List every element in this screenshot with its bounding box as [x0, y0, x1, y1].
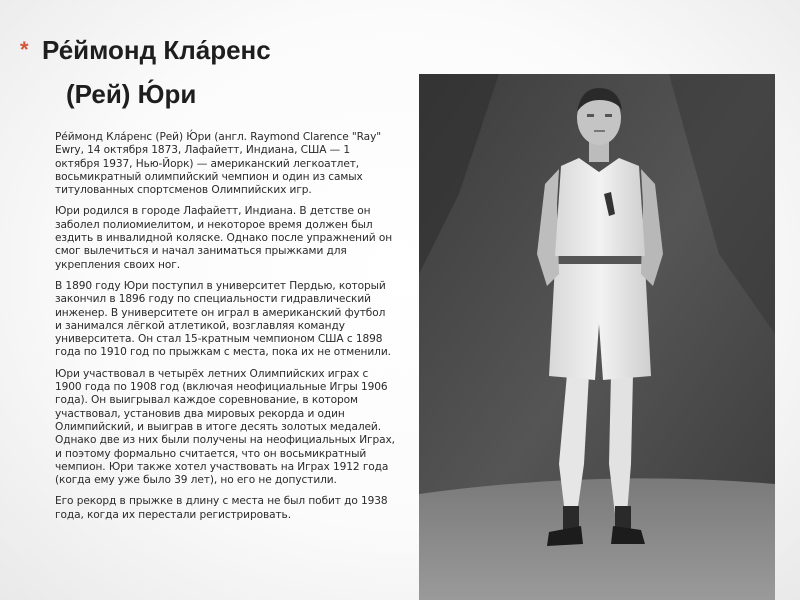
biography-text — [55, 131, 395, 530]
paragraph-record: Его рекорд в прыжке в длину с места не был побит до 1938 года, когда их перестали регистрировать. — [55, 495, 388, 521]
paragraph-intro: Ре́ймонд Кла́ренс (Рей) Ю́ри (англ. Raymond Clarence "Ray" Ewry, 14 октября 1873, Лафайетт, Индиана, США — 1 октября 1937, Нью-Йорк) — американский легкоатлет, восьмикратный олимпийский чемпион и один из самых титулованных спортсменов Олимпийских игр. — [55, 131, 382, 197]
athlete-figure-illustration — [419, 74, 775, 600]
paragraph-childhood: Юри родился в городе Лафайетт, Индиана. В детстве он заболел полиомиелитом, и некоторое время должен был ездить в инвалидной коляске. Однако после упражнений он смог вылечиться и начал заниматься прыжками для укрепления своих ног. — [55, 205, 393, 271]
title-line-2: (Рей) Ю́ри — [66, 79, 197, 109]
athlete-photo — [419, 74, 775, 600]
paragraph-olympics: Юри участвовал в четырёх летних Олимпийских играх с 1900 года по 1908 год (включая неофициальные Игры 1906 года). Он выигрывал каждое соревнование, в котором участвовал, установив два мировых рекорда и один Олимпийский, и выиграв в итоге десять золотых медалей. Однако две из них были получены на неофициальных Играх, и поэтому формально считается, что он восьмикратный чемпион. Юри также хотел участвовать на Играх 1912 года (когда ему уже было 39 лет), но его не допустили. — [55, 367, 395, 487]
title-line-1: Ре́ймонд Кла́ренс — [42, 35, 271, 65]
title-bullet: * — [20, 37, 29, 62]
paragraph-university: В 1890 году Юри поступил в университет Пердью, который закончил в 1896 году по специальности гидравлический инженер. В университете он играл в американский футбол и занимался лёгкой атлетикой, возглавляя команду университета. Он стал 15-кратным чемпионом США с 1898 года по 1910 год по прыжкам с места, пока их не отменили. — [55, 279, 391, 359]
slide-title — [22, 28, 402, 116]
